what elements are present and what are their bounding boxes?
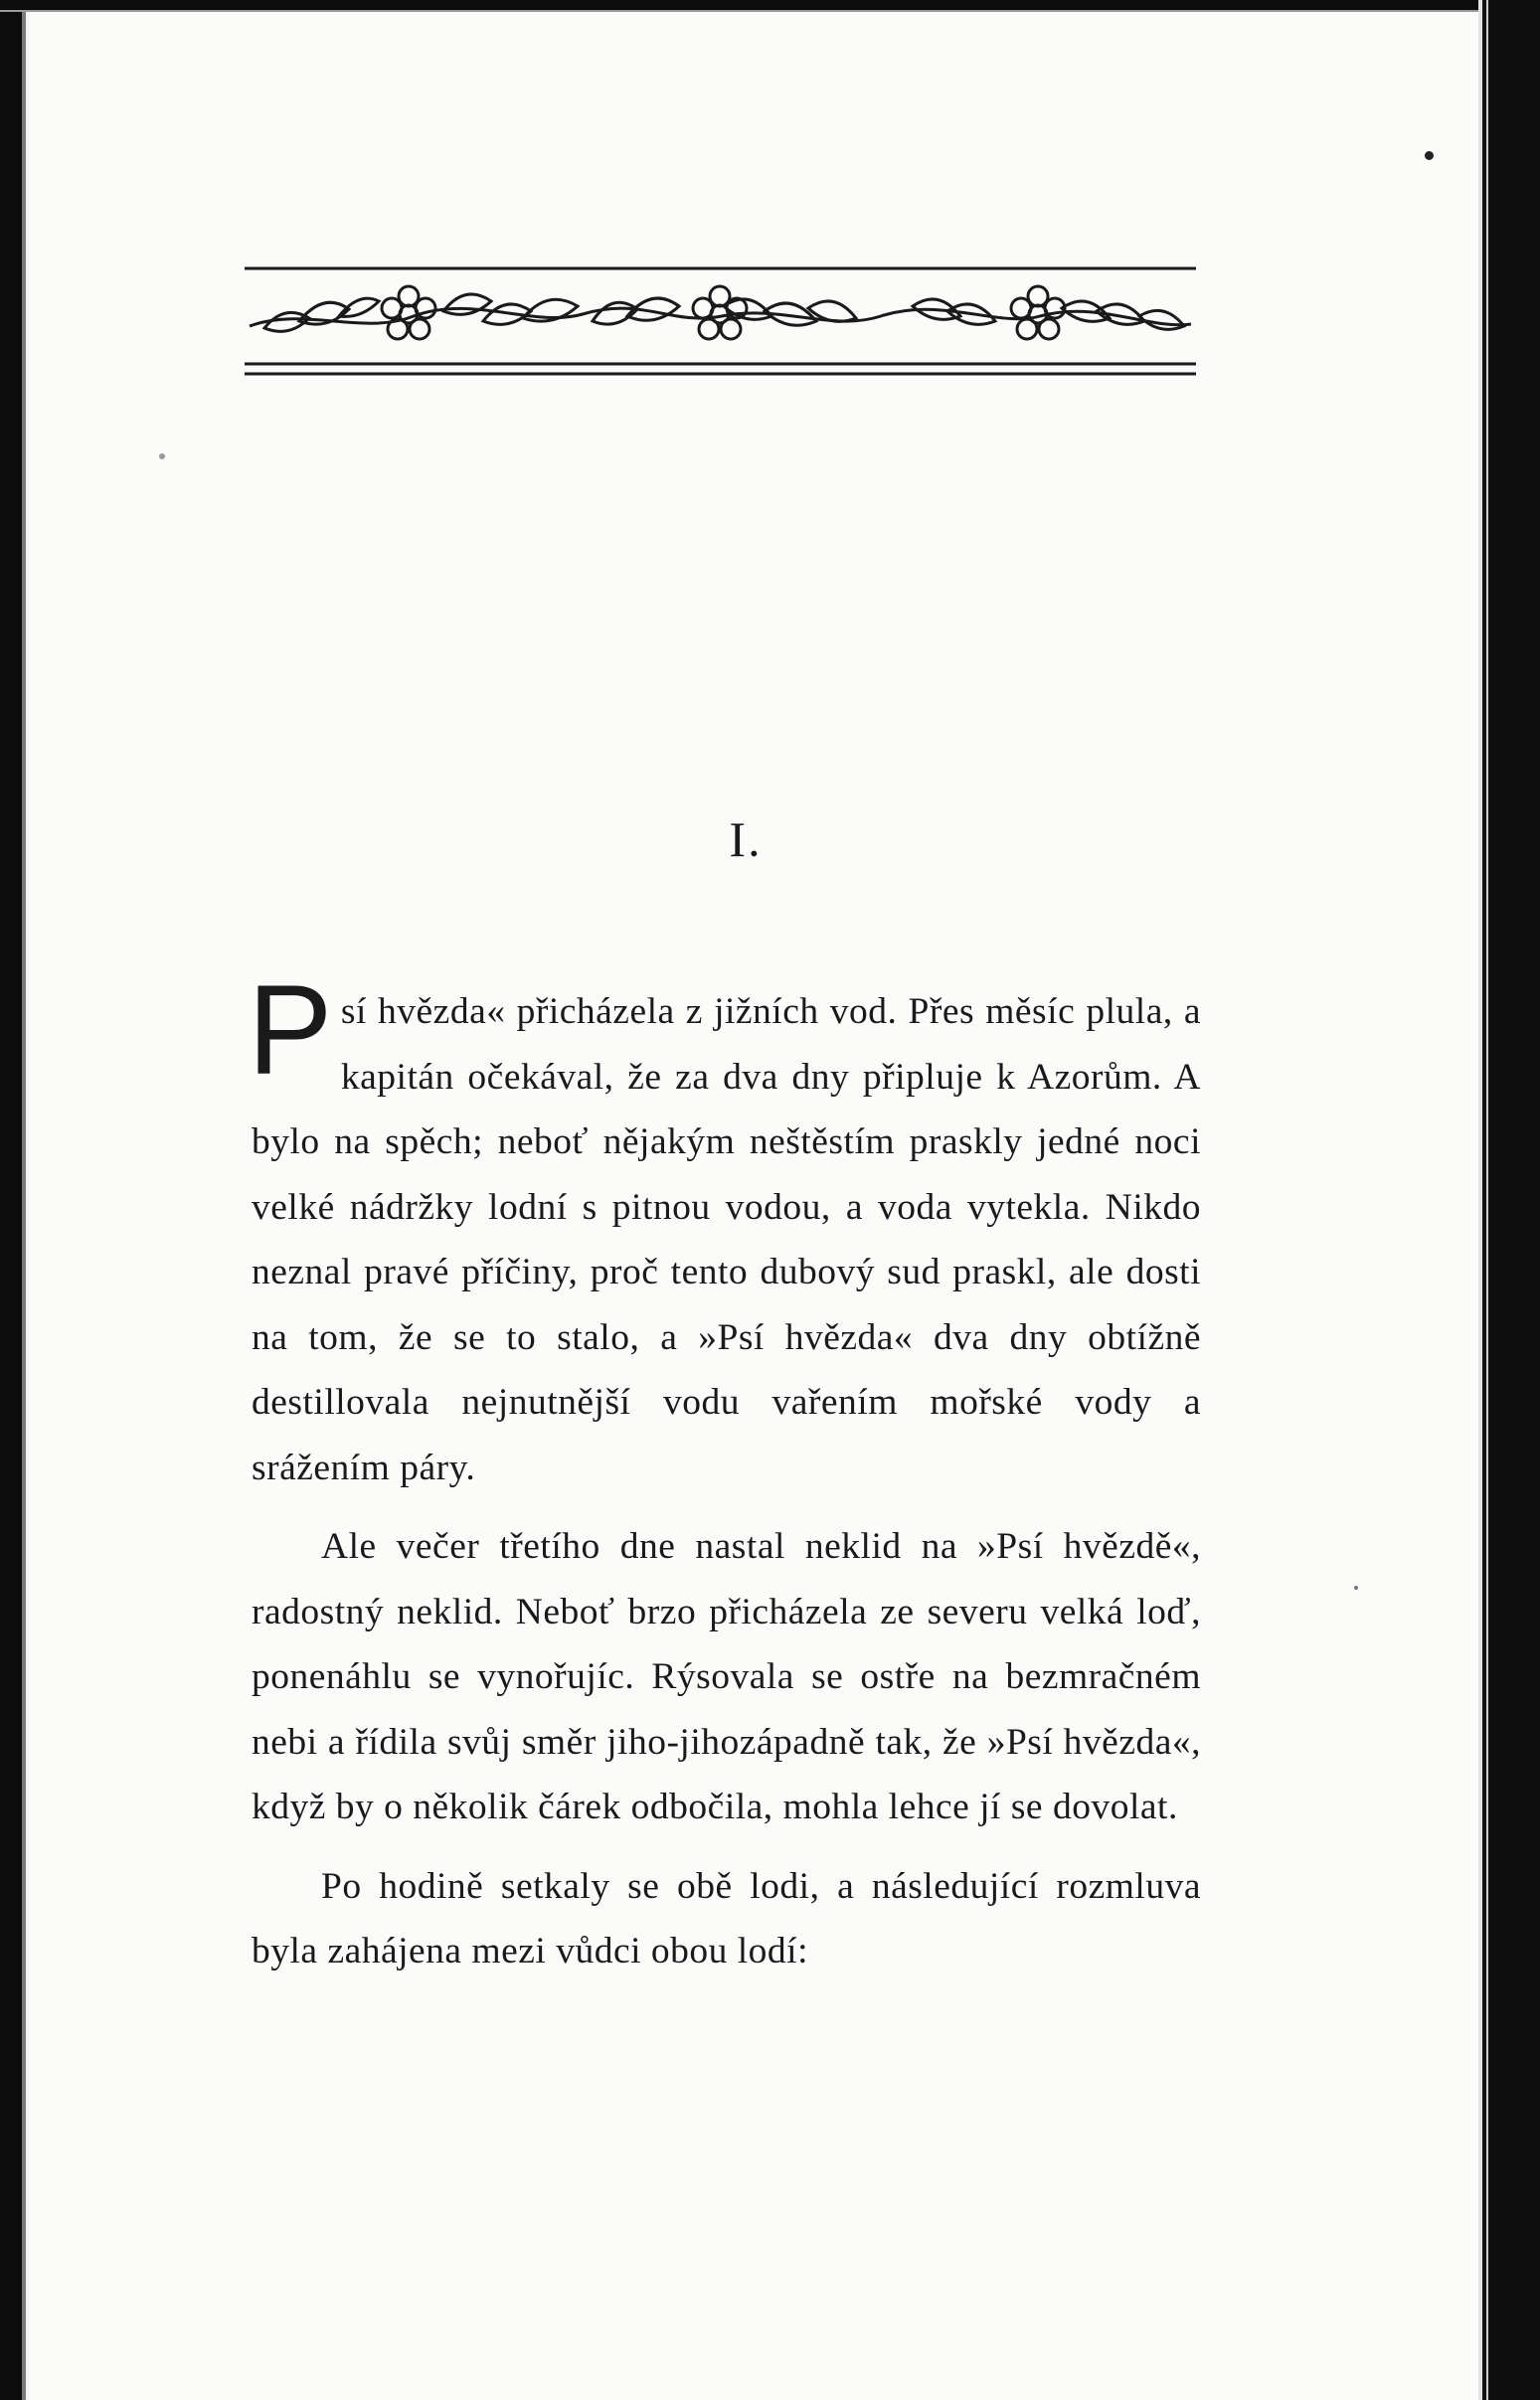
scan-speck <box>1425 151 1434 160</box>
paragraph <box>248 959 1201 1500</box>
body-text <box>248 959 1201 1984</box>
scan-speck <box>159 453 165 459</box>
floral-ornament-header <box>245 266 1196 378</box>
scan-edge-left <box>0 0 30 2400</box>
chapter-number: I. <box>729 811 763 867</box>
paragraph: Po hodině setkaly se obě lodi, a následující rozmluva byla zahájena mezi vůdci obou lodí: <box>252 1865 1201 1971</box>
scan-speck <box>1354 1586 1358 1590</box>
drop-cap: P <box>248 959 333 1102</box>
paragraph-text: sí hvězda« přicházela z jižních vod. Přes měsíc plula, a kapitán očekával, že za dva dny připluje k Azorům. A bylo na spěch; neboť nějakým neštěstím praskly jedné noci velké nádržky lodní s pitnou vodou, a voda vytekla. Nikdo neznal pravé příčiny, proč tento dubový sud praskl, ale dosti na tom, že se to stalo, a »Psí hvězda« dva dny obtížně destillovala nejnutnější vodu vařením mořské vody a srážením páry. <box>252 991 1201 1488</box>
paragraph: Ale večer třetího dne nastal neklid na »Psí hvězdě«, radostný neklid. Neboť brzo přicházela ze severu velká loď, ponenáhlu se vynořujíc. Rýsovala se ostře na bezmračném nebi a řídila svůj směr jiho-jihozápadně tak, že »Psí hvězda«, když by o několik čárek odbočila, mohla lehce jí se dovolat. <box>252 1526 1201 1827</box>
scan-edge-top <box>0 0 1540 14</box>
scan-edge-right <box>1478 0 1540 2400</box>
